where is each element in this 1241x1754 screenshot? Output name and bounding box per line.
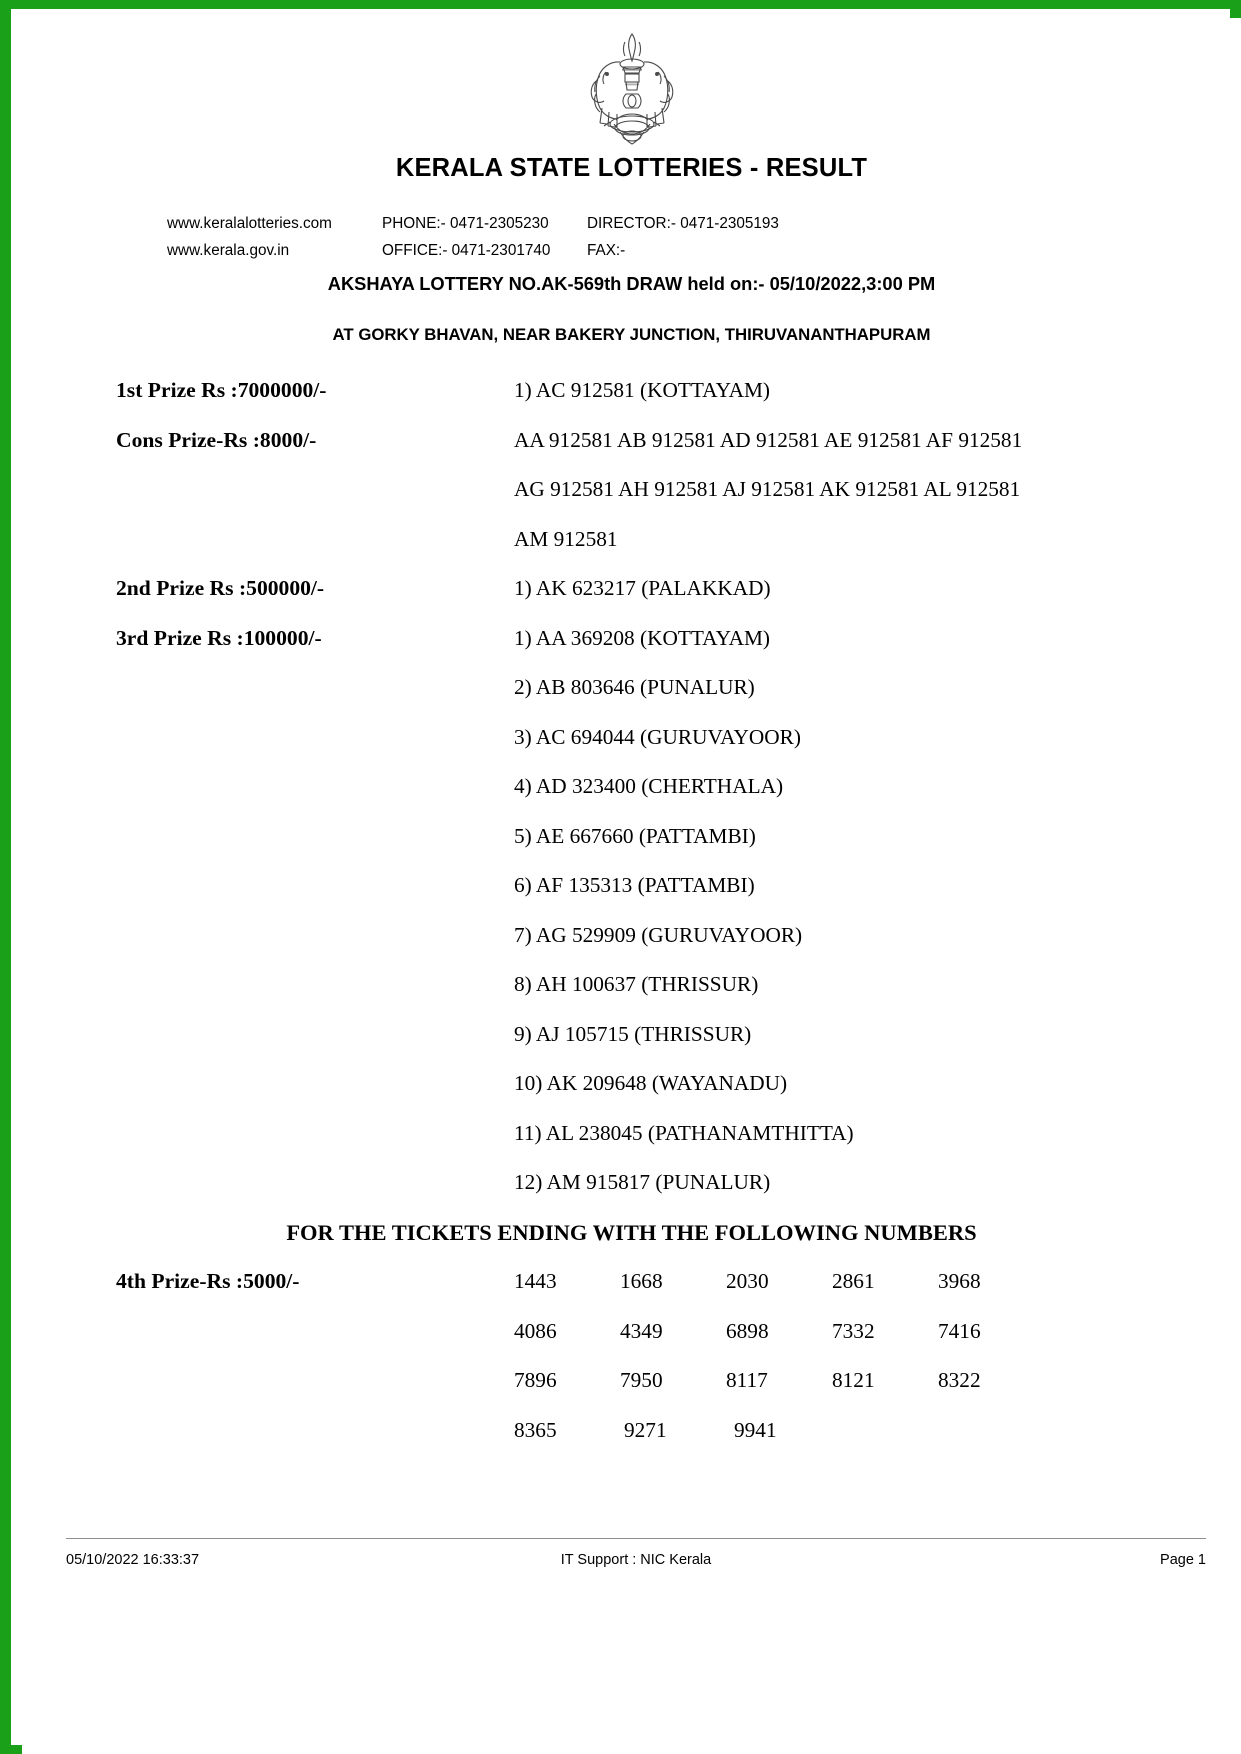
consolation-prize-row (22, 527, 1241, 577)
third-prize-winner: 4) AD 323400 (CHERTHALA) (514, 774, 784, 798)
third-prize-winner: 1) AA 369208 (KOTTAYAM) (514, 625, 771, 650)
consolation-numbers-line: AG 912581 AH 912581 AJ 912581 AK 912581 AL 912581 (514, 477, 1021, 501)
director-number: DIRECTOR:- 0471-2305193 (587, 215, 779, 232)
lottery-number: 8121 (832, 1368, 875, 1392)
third-prize-row (22, 675, 1241, 725)
third-prize-row (22, 1170, 1241, 1220)
lottery-number: 9271 (624, 1417, 667, 1442)
second-prize-label: 2nd Prize Rs :500000/- (116, 576, 325, 600)
fourth-prize-number-row (514, 1368, 1044, 1393)
lottery-number: 1443 (514, 1269, 557, 1293)
consolation-numbers-line: AM 912581 (514, 526, 618, 551)
third-prize-winner: 7) AG 529909 (GURUVAYOOR) (514, 922, 803, 947)
consolation-numbers-line: AA 912581 AB 912581 AD 912581 AE 912581 AF 912581 (514, 427, 1023, 452)
third-prize-winner: 8) AH 100637 (THRISSUR) (514, 972, 759, 996)
lottery-number: 4086 (514, 1318, 557, 1343)
third-prize-row (22, 774, 1241, 824)
lottery-number: 8322 (938, 1368, 981, 1392)
third-prize-winner: 2) AB 803646 (PUNALUR) (514, 675, 755, 699)
third-prize-row (22, 725, 1241, 775)
second-prize-row (22, 576, 1241, 626)
page-title: KERALA STATE LOTTERIES - RESULT (395, 154, 868, 182)
fourth-prize-row (22, 1368, 1241, 1418)
document-sheet (22, 18, 1241, 1754)
third-prize-winner: 11) AL 238045 (PATHANAMTHITTA) (514, 1120, 854, 1145)
draw-heading: AKSHAYA LOTTERY NO.AK-569th DRAW held on:- 05/10/2022,3:00 PM (327, 273, 936, 294)
consolation-prize-row (22, 428, 1241, 478)
second-prize-winner: 1) AK 623217 (PALAKKAD) (514, 576, 771, 600)
lottery-number: 7416 (938, 1318, 981, 1343)
third-prize-row (22, 972, 1241, 1022)
third-prize-row (22, 1121, 1241, 1171)
fourth-prize-label: 4th Prize-Rs :5000/- (116, 1269, 300, 1293)
prize-body (22, 378, 1241, 1467)
third-prize-row (22, 1022, 1241, 1072)
third-prize-winner: 3) AC 694044 (GURUVAYOOR) (514, 724, 801, 749)
phone-number: PHONE:- 0471-2305230 (382, 215, 549, 232)
third-prize-row (22, 626, 1241, 676)
emblem-container (22, 28, 1241, 150)
lottery-number: 2030 (726, 1269, 769, 1293)
third-prize-winner: 12) AM 915817 (PUNALUR) (514, 1170, 771, 1194)
office-number: OFFICE:- 0471-2301740 (382, 242, 551, 259)
footer-timestamp: 05/10/2022 16:33:37 (66, 1552, 200, 1568)
lottery-number: 9941 (734, 1417, 777, 1442)
website-kerala-gov: www.kerala.gov.in (167, 242, 290, 259)
government-emblem-icon (576, 28, 688, 150)
lottery-number: 4349 (620, 1318, 663, 1343)
third-prize-row (22, 873, 1241, 923)
first-prize-label: 1st Prize Rs :7000000/- (116, 378, 327, 402)
consolation-prize-row (22, 477, 1241, 527)
fourth-prize-row (22, 1319, 1241, 1369)
third-prize-winner: 9) AJ 105715 (THRISSUR) (514, 1021, 752, 1046)
third-prize-row (22, 824, 1241, 874)
contact-row (167, 215, 1107, 242)
third-prize-winner: 5) AE 667660 (PATTAMBI) (514, 823, 756, 848)
footer-divider (66, 1538, 1206, 1539)
lottery-number: 3968 (938, 1269, 981, 1293)
lottery-number: 8365 (514, 1417, 557, 1442)
lottery-number: 6898 (726, 1318, 769, 1343)
page-footer (22, 1538, 1241, 1598)
venue-heading: AT GORKY BHAVAN, NEAR BAKERY JUNCTION, THIRUVANANTHAPURAM (332, 325, 931, 344)
lottery-number: 2861 (832, 1269, 875, 1293)
website-keralalotteries: www.keralalotteries.com (167, 215, 332, 232)
ending-numbers-heading: FOR THE TICKETS ENDING WITH THE FOLLOWING NUMBERS (286, 1219, 977, 1245)
footer-support: IT Support : NIC Kerala (560, 1552, 712, 1568)
fourth-prize-row (22, 1418, 1241, 1468)
third-prize-label: 3rd Prize Rs :100000/- (116, 625, 322, 650)
third-prize-row (22, 923, 1241, 973)
third-prize-winner: 10) AK 209648 (WAYANADU) (514, 1071, 788, 1095)
fax-number: FAX:- (587, 242, 626, 259)
third-prize-winner: 6) AF 135313 (PATTAMBI) (514, 873, 755, 897)
lottery-number: 7950 (620, 1368, 663, 1392)
fourth-prize-number-row (514, 1269, 1044, 1294)
fourth-prize-number-row (514, 1418, 1044, 1443)
contact-row (167, 242, 1107, 269)
first-prize-winner: 1) AC 912581 (KOTTAYAM) (514, 378, 771, 402)
footer-content (66, 1552, 1206, 1568)
fourth-prize-row (22, 1269, 1241, 1319)
footer-page-number: Page 1 (1160, 1552, 1206, 1568)
lottery-number: 1668 (620, 1269, 663, 1293)
lottery-number: 7896 (514, 1368, 557, 1392)
lottery-number: 8117 (726, 1368, 768, 1392)
fourth-prize-number-row (514, 1319, 1044, 1344)
contact-info-block (167, 215, 1107, 269)
third-prize-row (22, 1071, 1241, 1121)
first-prize-row (22, 378, 1241, 428)
lottery-number: 7332 (832, 1318, 875, 1343)
consolation-prize-label: Cons Prize-Rs :8000/- (116, 427, 317, 452)
